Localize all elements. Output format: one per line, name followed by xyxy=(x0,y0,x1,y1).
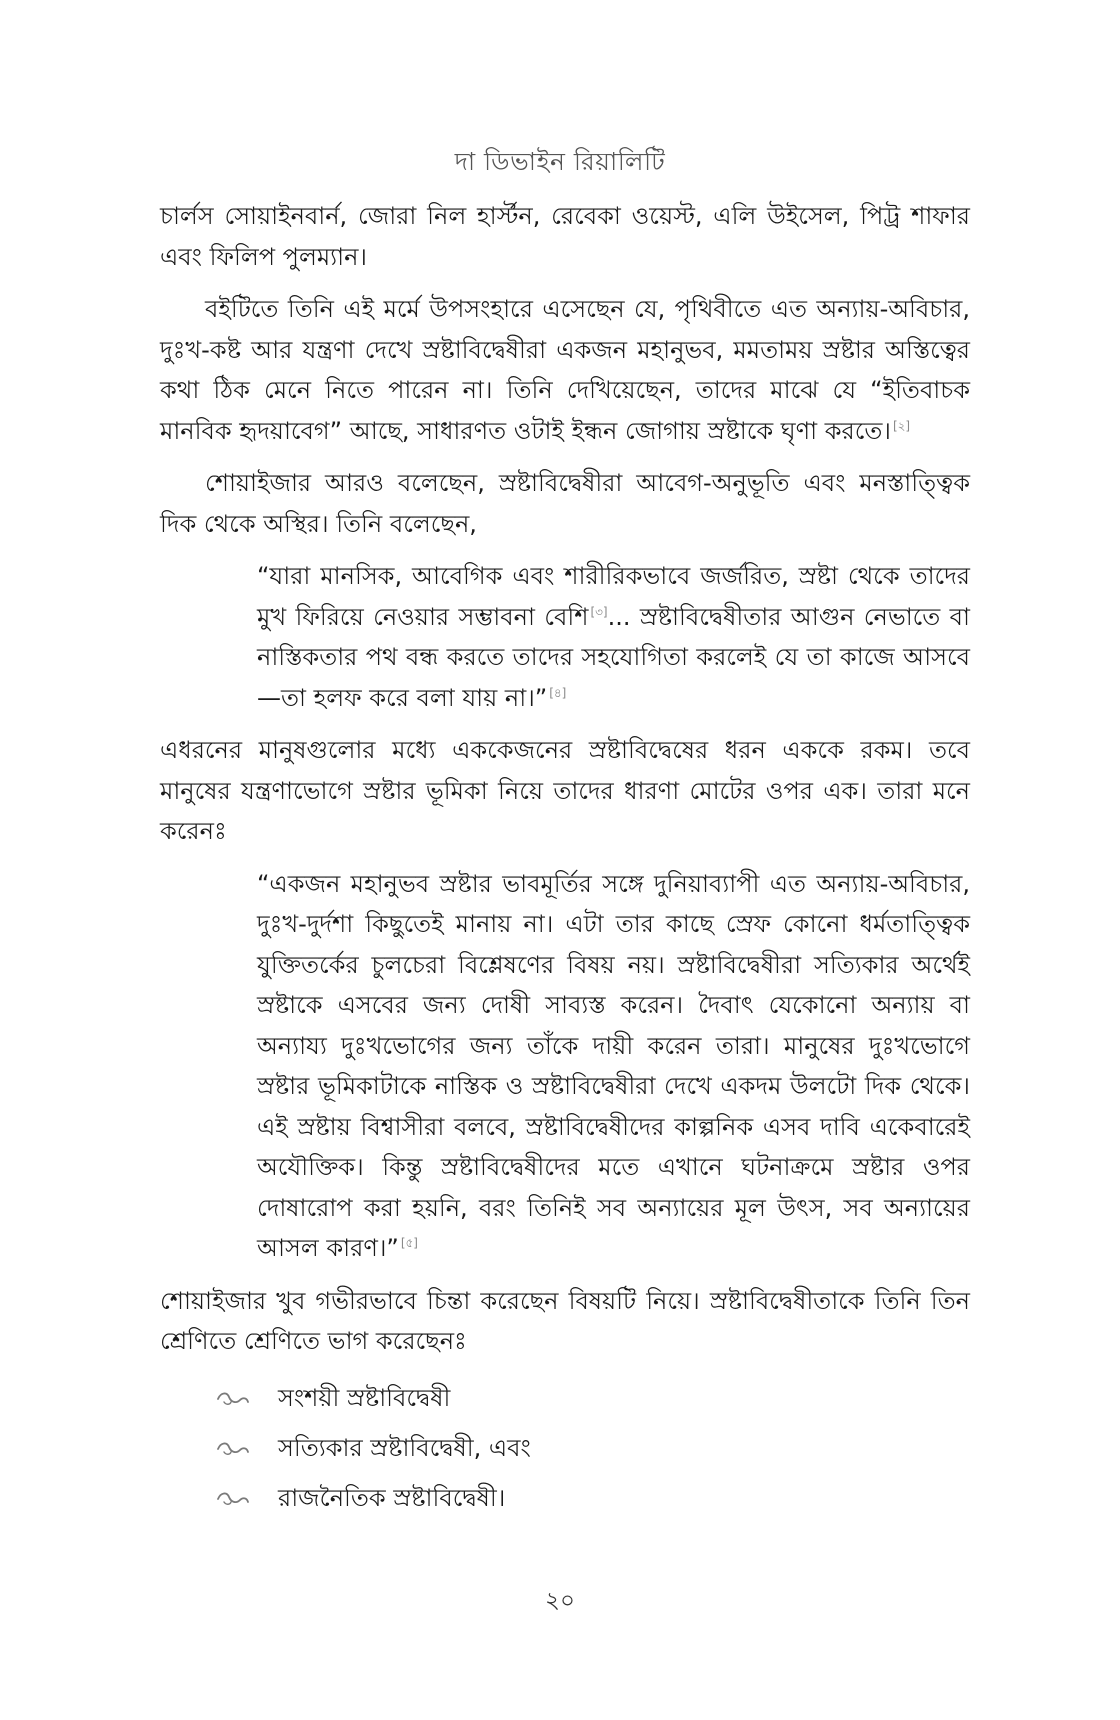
reference-marker-3: [৩] xyxy=(590,604,608,619)
list-item-text: রাজনৈতিক স্রষ্টাবিদ্বেষী। xyxy=(278,1484,506,1513)
ornament-swirl-icon xyxy=(216,1440,250,1458)
page-number: ২০ xyxy=(545,1588,575,1614)
block-quote-1-text-a: “যারা মানসিক, আবেগিক এবং শারীরিকভাবে জর্জরিত, স্রষ্টা থেকে তাদের মুখ ফিরিয়ে নেওয়ার সম্ভাবনা বেশি xyxy=(257,562,970,631)
block-quote-2 xyxy=(257,864,970,1269)
paragraph-2-text: বইটিতে তিনি এই মর্মে উপসংহারে এসেছেন যে, পৃথিবীতে এত অন্যায়-অবিচার, দুঃখ-কষ্ট আর যন্ত্রণা দেখে স্রষ্টাবিদ্বেষীরা একজন মহানুভব, মমতাময় স্রষ্টার অস্তিত্বের কথা ঠিক মেনে নিতে পারেন না। তিনি দেখিয়েছেন, তাদের মাঝে যে “ইতিবাচক মানবিক হৃদয়াবেগ” আছে, সাধারণত ওটাই ইন্ধন জোগায় স্রষ্টাকে ঘৃণা করতে। xyxy=(160,295,970,445)
reference-marker-2: [২] xyxy=(892,418,911,433)
paragraph-2 xyxy=(160,289,970,451)
block-quote-2-text: “একজন মহানুভব স্রষ্টার ভাবমূর্তির সঙ্গে দুনিয়াব্যাপী এত অন্যায়-অবিচার, দুঃখ-দুর্দশা কিছুতেই মানায় না। এটা তার কাছে স্রেফ কোনো ধর্মতাত্ত্বিক যুক্তিতর্কের চুলচেরা বিশ্লেষণের বিষয় নয়। স্রষ্টাবিদ্বেষীরা সত্যিকার অর্থেই স্রষ্টাকে এসবের জন্য দোষী সাব্যস্ত করেন। দৈবাৎ যেকোনো অন্যায় বা অন্যায্য দুঃখভোগের জন্য তাঁকে দায়ী করেন তারা। মানুষের দুঃখভোগে স্রষ্টার ভূমিকাটাকে নাস্তিক ও স্রষ্টাবিদ্বেষীরা দেখে একদম উলটো দিক থেকে। এই স্রষ্টায় বিশ্বাসীরা বলবে, স্রষ্টাবিদ্বেষীদের কাল্পনিক এসব দাবি একেবারেই অযৌক্তিক। কিন্তু স্রষ্টাবিদ্বেষীদের মতে এখানে ঘটনাক্রমে স্রষ্টার ওপর দোষারোপ করা হয়নি, বরং তিনিই সব অন্যায়ের মূল উৎস, সব অন্যায়ের আসল কারণ।” xyxy=(257,869,970,1262)
block-quote-1 xyxy=(257,556,970,718)
ornament-swirl-icon xyxy=(216,1490,250,1508)
paragraph-5: শোয়াইজার খুব গভীরভাবে চিন্তা করেছেন বিষয়টি নিয়ে। স্রষ্টাবিদ্বেষীতাকে তিনি তিন শ্রেণিতে শ্রেণিতে ভাগ করেছেনঃ xyxy=(160,1286,970,1355)
block-quote-1-text-b: ... স্রষ্টাবিদ্বেষীতার আগুন নেভাতে বা নাস্তিকতার পথ বন্ধ করতে তাদের সহযোগিতা করলেই যে তা কাজে আসবে—তা হলফ করে বলা যায় না।” xyxy=(257,602,971,712)
page-body xyxy=(160,196,970,1524)
paragraph-1: চার্লস সোয়াইনবার্ন, জোরা নিল হার্স্টন, রেবেকা ওয়েস্ট, এলি উইসেল, পিট্র শাফার এবং ফিলিপ পুলম্যান। xyxy=(160,202,970,271)
running-head: দা ডিভাইন রিয়ালিটি xyxy=(454,147,666,176)
list-item xyxy=(216,1374,970,1424)
paragraph-3: শোয়াইজার আরও বলেছেন, স্রষ্টাবিদ্বেষীরা আবেগ-অনুভূতি এবং মনস্তাত্ত্বিক দিক থেকে অস্থির। তিনি বলেছেন, xyxy=(160,469,970,538)
list-item xyxy=(216,1424,970,1474)
list-item-text: সংশয়ী স্রষ্টাবিদ্বেষী xyxy=(278,1384,451,1413)
atheism-types-list xyxy=(160,1374,970,1524)
reference-marker-5: [৫] xyxy=(400,1236,418,1250)
ornament-swirl-icon xyxy=(216,1390,250,1408)
reference-marker-4: [৪] xyxy=(549,685,567,700)
list-item xyxy=(216,1474,970,1524)
paragraph-4: এধরনের মানুষগুলোর মধ্যে এককেজনের স্রষ্টাবিদ্বেষের ধরন এককে রকম। তবে মানুষের যন্ত্রণাভোগে স্রষ্টার ভূমিকা নিয়ে তাদের ধারণা মোটের ওপর এক। তারা মনে করেনঃ xyxy=(160,736,970,845)
list-item-text: সত্যিকার স্রষ্টাবিদ্বেষী, এবং xyxy=(278,1434,531,1463)
